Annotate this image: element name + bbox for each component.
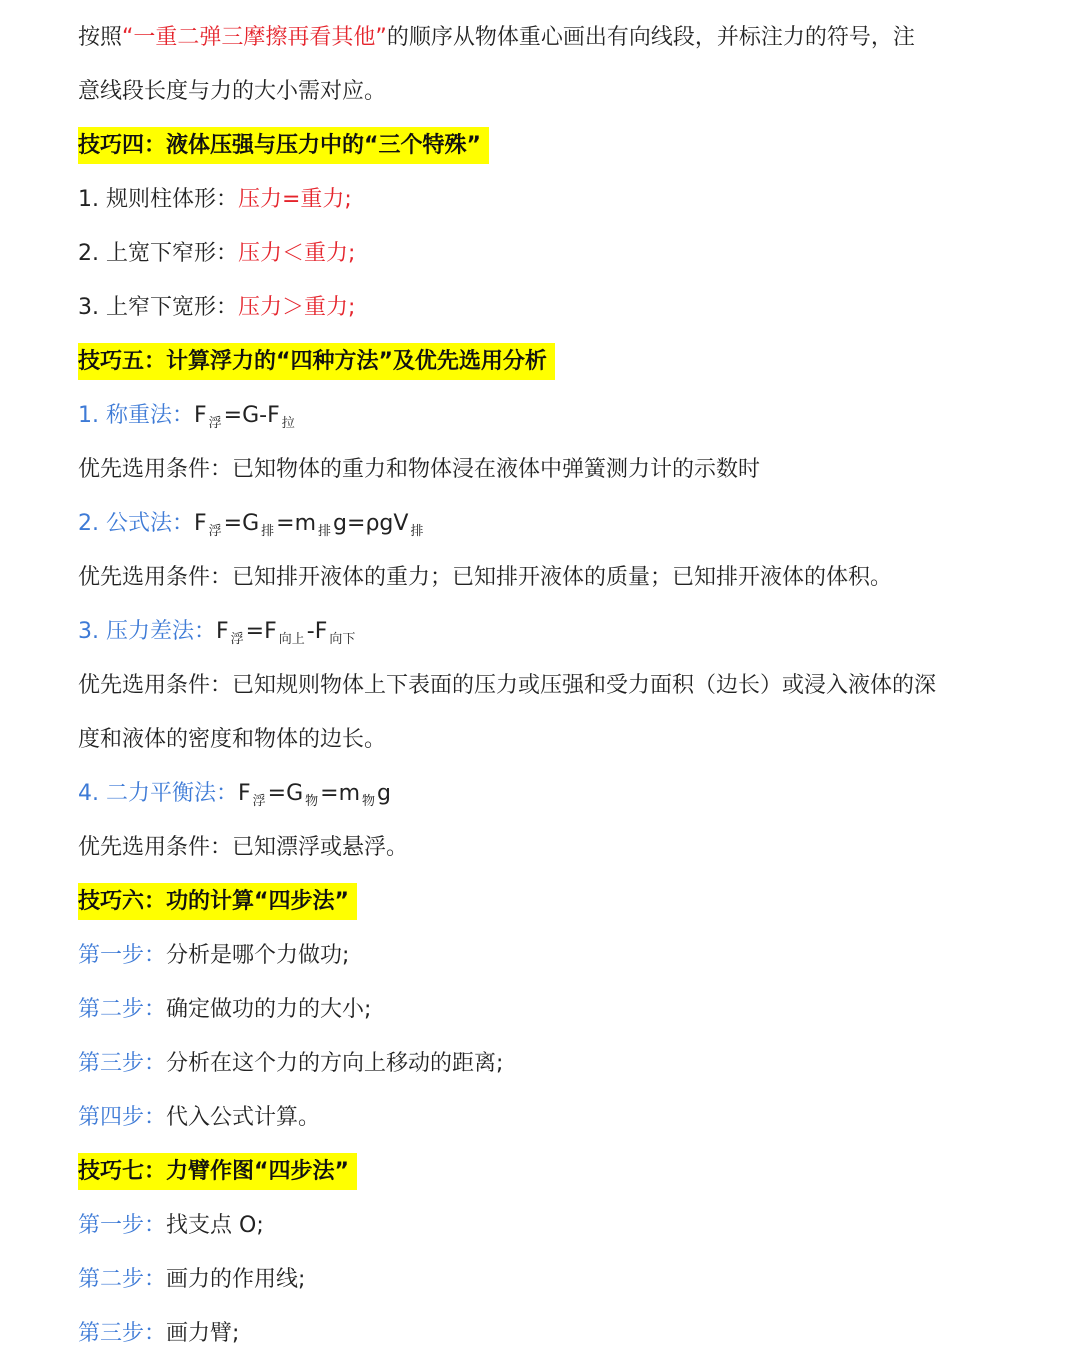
formula-text: F [237,781,251,806]
method-2-formula [78,497,1010,551]
formula-subscript: 浮 [230,632,244,647]
tip7-step-1 [78,1199,1010,1253]
tip5-heading-row [78,335,1010,389]
formula-subscript: 物 [362,794,376,809]
method-label: 2. 公式法： [78,511,194,536]
intro-text: 按照 [78,25,123,50]
method-3-formula [78,605,1010,659]
step-text: 分析在这个力的方向上移动的距离; [166,1051,504,1076]
intro-text: 的顺序从物体重心画出有向线段，并标注力的符号，注 [386,25,915,50]
item-value: 压力＜重力; [237,241,356,266]
formula-text: g [377,781,392,806]
formula-text: =G [223,511,260,536]
formula-text: =m [276,511,317,536]
item-value: 压力=重力; [237,187,352,212]
formula-text: F [193,511,207,536]
step-label: 第三步： [78,1051,167,1076]
step-text: 画力臂; [166,1321,240,1346]
formula-text: F [215,619,229,644]
formula-subscript: 拉 [281,416,295,431]
tip6-step-1 [78,929,1010,983]
method-3-condition-2: 度和液体的密度和物体的边长。 [78,727,387,752]
method-1-condition: 优先选用条件：已知物体的重力和物体浸在液体中弹簧测力计的示数时 [78,457,761,482]
formula-subscript: 浮 [208,416,222,431]
step-label: 第三步： [78,1321,167,1346]
formula-text: =G-F [223,403,280,428]
tip7-step-3 [78,1307,1010,1361]
intro-line-2: 意线段长度与力的大小需对应。 [78,79,387,104]
formula-text: =G [267,781,304,806]
tip6-step-2 [78,983,1010,1037]
step-label: 第四步： [78,1105,167,1130]
item-label: 1. 规则柱体形： [78,187,238,212]
formula-text: =F [245,619,277,644]
tip7-heading-row [78,1145,1010,1199]
tip4-item-1 [78,173,1010,227]
step-label: 第一步： [78,943,167,968]
formula-subscript: 物 [305,794,319,809]
formula-text: F [193,403,207,428]
step-label: 第二步： [78,1267,167,1292]
tip4-item-3 [78,281,1010,335]
formula-subscript: 浮 [208,524,222,539]
tip4-item-2 [78,227,1010,281]
intro-line-1 [78,11,1010,65]
method-4-condition: 优先选用条件：已知漂浮或悬浮。 [78,835,409,860]
item-label: 2. 上宽下窄形： [78,241,238,266]
method-3-condition-1: 优先选用条件：已知规则物体上下表面的压力或压强和受力面积（边长）或浸入液体的深 [78,673,937,698]
formula-text: -F [306,619,328,644]
formula-text: g=ρgV [333,511,409,536]
tip6-heading: 技巧六：功的计算“四步法” [78,883,357,920]
method-label: 1. 称重法： [78,403,194,428]
tip4-heading: 技巧四：液体压强与压力中的“三个特殊” [78,127,489,164]
formula-subscript: 浮 [252,794,266,809]
tip6-heading-row [78,875,1010,929]
formula-subscript: 向下 [329,632,356,647]
method-label: 4. 二力平衡法： [78,781,238,806]
tip6-step-3 [78,1037,1010,1091]
step-text: 确定做功的力的大小; [166,997,372,1022]
formula-subscript: 排 [410,524,424,539]
tip7-heading: 技巧七：力臂作图“四步法” [78,1153,357,1190]
item-value: 压力＞重力; [237,295,356,320]
force-order-phrase: “一重二弹三摩擦再看其他” [122,25,387,50]
step-text: 分析是哪个力做功; [166,943,350,968]
tip6-step-4 [78,1091,1010,1145]
step-label: 第一步： [78,1213,167,1238]
item-label: 3. 上窄下宽形： [78,295,238,320]
formula-subscript: 排 [261,524,275,539]
formula-text: =m [320,781,361,806]
step-label: 第二步： [78,997,167,1022]
method-2-condition: 优先选用条件：已知排开液体的重力；已知排开液体的质量；已知排开液体的体积。 [78,565,893,590]
step-text: 画力的作用线; [166,1267,306,1292]
tip7-step-2 [78,1253,1010,1307]
method-1-formula [78,389,1010,443]
tip4-heading-row [78,119,1010,173]
tip5-heading: 技巧五：计算浮力的“四种方法”及优先选用分析 [78,343,555,380]
step-text: 找支点 O; [166,1213,264,1238]
formula-subscript: 向上 [278,632,305,647]
formula-subscript: 排 [318,524,332,539]
method-label: 3. 压力差法： [78,619,216,644]
method-4-formula [78,767,1010,821]
step-text: 代入公式计算。 [166,1105,321,1130]
